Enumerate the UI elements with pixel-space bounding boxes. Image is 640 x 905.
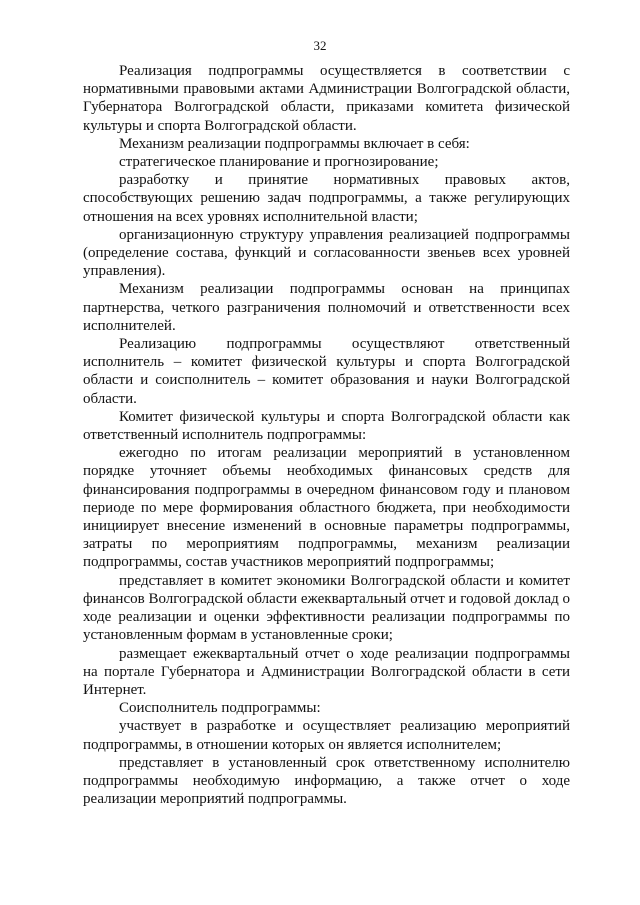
page-number: 32	[313, 38, 327, 53]
paragraph-implementation-basis: Реализация подпрограммы осуществляется в соответствии с нормативными правовыми актами Администрации Волгоградской области, Губернатора Волгоградской области, приказами комитета физической культуры и спорта Волгоградской области.	[83, 63, 570, 134]
body-text	[83, 62, 570, 808]
paragraph-co-executor-participation: участвует в разработке и осуществляет реализацию мероприятий подпрограммы, в отношении которых он является исполнителем;	[83, 718, 570, 753]
paragraph-executors: Реализацию подпрограммы осуществляют ответственный исполнитель – комитет физической культуры и спорта Волгоградской области и соисполнитель – комитет образования и науки Волгоградской области.	[83, 336, 570, 407]
paragraph-quarterly-report: представляет в комитет экономики Волгоградской области и комитет финансов Волгоградской области ежеквартальный отчет и годовой доклад о ходе реализации и оценки эффективности реализации подпрограммы по установленным формам в установленные сроки;	[83, 572, 570, 644]
paragraph-partnership-principles: Механизм реализации подпрограммы основан на принципах партнерства, четкого разграничения полномочий и ответственности всех исполнителей.	[83, 281, 570, 334]
paragraph-responsible-executor: Комитет физической культуры и спорта Волгоградской области как ответственный исполнитель подпрограммы:	[83, 408, 570, 444]
paragraph-strategic-planning: стратегическое планирование и прогнозирование;	[119, 154, 439, 171]
paragraph-mechanism-intro: Механизм реализации подпрограммы включает в себя:	[119, 135, 470, 152]
paragraph-annual-funding: ежегодно по итогам реализации мероприятий в установленном порядке уточняет объемы необходимых финансовых средств для финансирования подпрограммы в очередном финансовом году и плановом периоде по мере формирования областного бюджета, при необходимости инициирует внесение изменений в основные параметры подпрограммы, затраты по мероприятиям подпрограммы, механизм реализации подпрограммы, состав участников мероприятий подпрограммы;	[83, 445, 570, 571]
paragraph-report-publication: размещает ежеквартальный отчет о ходе реализации подпрограммы на портале Губернатора и Администрации Волгоградской области в сети Интернет.	[83, 645, 570, 698]
paragraph-legal-acts: разработку и принятие нормативных правовых актов, способствующих решению задач подпрограммы, а также регулирующих отношения на всех уровнях исполнительной власти;	[83, 172, 570, 225]
paragraph-co-executor-heading: Соисполнитель подпрограммы:	[119, 700, 321, 717]
paragraph-co-executor-reporting: представляет в установленный срок ответственному исполнителю подпрограммы необходимую информацию, а также отчет о ходе реализации мероприятий подпрограммы.	[83, 754, 570, 808]
paragraph-org-structure: организационную структуру управления реализацией подпрограммы (определение состава, функций и согласованности звеньев всех уровней управления).	[83, 226, 570, 280]
